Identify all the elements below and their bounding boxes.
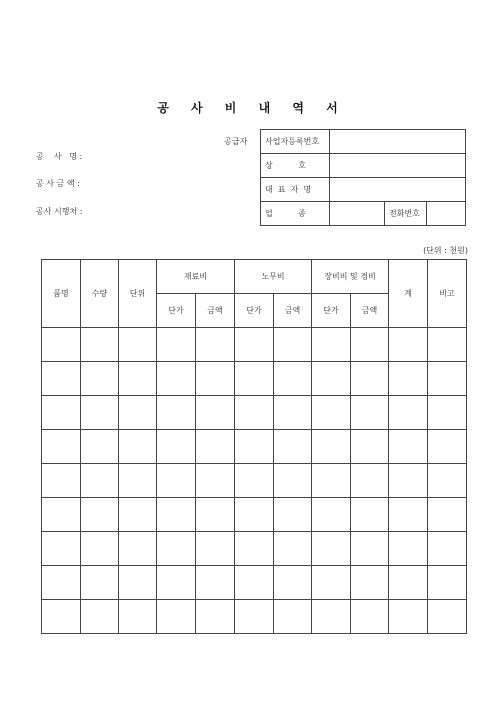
table-cell[interactable] [81,566,119,600]
table-cell[interactable] [196,498,235,532]
table-cell[interactable] [428,464,467,498]
table-cell[interactable] [42,600,81,634]
table-cell[interactable] [157,464,196,498]
material-amount-header: 금액 [196,294,235,328]
business-type-label: 업 종 [261,202,330,226]
table-cell[interactable] [119,498,157,532]
phone-value[interactable] [427,202,466,226]
supplier-row [261,154,466,178]
table-row [42,532,467,566]
table-cell[interactable] [351,362,389,396]
table-cell[interactable] [81,532,119,566]
representative-label: 대 표 자 명 [261,178,330,202]
table-cell[interactable] [42,464,81,498]
table-cell[interactable] [351,464,389,498]
project-client-field: 공사 시행처 : [36,207,83,216]
table-cell[interactable] [235,328,274,362]
remarks-header: 비고 [428,260,467,328]
table-row [42,566,467,600]
table-cell[interactable] [235,600,274,634]
table-cell[interactable] [312,566,351,600]
table-cell[interactable] [235,498,274,532]
table-cell[interactable] [389,396,428,430]
table-cell[interactable] [119,566,157,600]
table-cell[interactable] [274,362,312,396]
material-unit-price-header: 단가 [157,294,196,328]
table-cell[interactable] [428,328,467,362]
table-cell[interactable] [389,600,428,634]
table-cell[interactable] [196,328,235,362]
table-cell[interactable] [274,566,312,600]
table-cell[interactable] [235,396,274,430]
table-cell[interactable] [196,566,235,600]
table-cell[interactable] [312,430,351,464]
table-cell[interactable] [428,430,467,464]
table-cell[interactable] [196,430,235,464]
table-cell[interactable] [428,532,467,566]
total-header: 계 [389,260,428,328]
unit-header: 단위 [119,260,157,328]
table-cell[interactable] [42,328,81,362]
table-cell[interactable] [389,498,428,532]
table-cell[interactable] [235,464,274,498]
table-cell[interactable] [42,498,81,532]
table-cell[interactable] [389,566,428,600]
table-cell[interactable] [42,566,81,600]
representative-value[interactable] [330,178,466,202]
equipment-unit-price-header: 단가 [312,294,351,328]
table-cell[interactable] [42,532,81,566]
table-cell[interactable] [274,498,312,532]
item-header: 품명 [42,260,81,328]
table-cell[interactable] [235,430,274,464]
labor-unit-price-header: 단가 [235,294,274,328]
table-cell[interactable] [196,464,235,498]
document-title: 공 사 비 내 역 서 [157,101,347,115]
table-cell[interactable] [235,362,274,396]
table-row [42,498,467,532]
table-cell[interactable] [351,328,389,362]
table-cell[interactable] [196,396,235,430]
table-cell[interactable] [389,430,428,464]
table-row [42,328,467,362]
supplier-label: 공급자 [224,137,248,146]
table-cell[interactable] [428,498,467,532]
business-type-value[interactable] [330,202,385,226]
table-cell[interactable] [196,600,235,634]
header-row [42,260,467,294]
quantity-header: 수량 [81,260,119,328]
material-header: 재료비 [157,260,235,294]
table-cell[interactable] [119,396,157,430]
table-body [42,328,467,634]
table-cell[interactable] [312,464,351,498]
table-cell[interactable] [312,498,351,532]
table-row [42,600,467,634]
table-cell[interactable] [157,430,196,464]
cost-breakdown-table [41,259,467,634]
labor-amount-header: 금액 [274,294,312,328]
business-number-label: 사업자등록번호 [261,130,330,154]
table-cell[interactable] [235,566,274,600]
table-cell[interactable] [81,464,119,498]
equipment-header: 장비비 및 경비 [312,260,389,294]
table-cell[interactable] [274,464,312,498]
project-amount-field: 공 사 금 액 : [36,179,80,188]
table-cell[interactable] [351,532,389,566]
supplier-row [261,178,466,202]
table-cell[interactable] [428,566,467,600]
table-cell[interactable] [312,362,351,396]
table-cell[interactable] [81,498,119,532]
table-cell[interactable] [42,396,81,430]
unit-note: (단위 : 천원) [423,246,468,255]
table-cell[interactable] [81,396,119,430]
table-cell[interactable] [312,396,351,430]
table-cell[interactable] [119,600,157,634]
table-cell[interactable] [196,532,235,566]
table-cell[interactable] [428,362,467,396]
table-cell[interactable] [274,396,312,430]
table-cell[interactable] [81,430,119,464]
business-number-value[interactable] [330,130,466,154]
table-row [42,430,467,464]
table-cell[interactable] [119,532,157,566]
table-cell[interactable] [157,328,196,362]
table-row [42,464,467,498]
table-cell[interactable] [312,328,351,362]
supplier-info-table [260,129,466,226]
table-cell[interactable] [351,566,389,600]
table-cell[interactable] [119,464,157,498]
table-cell[interactable] [81,328,119,362]
table-cell[interactable] [274,328,312,362]
table-cell[interactable] [157,600,196,634]
table-cell[interactable] [274,430,312,464]
company-name-label: 상 호 [261,154,330,178]
table-cell[interactable] [119,328,157,362]
labor-header: 노무비 [235,260,312,294]
table-cell[interactable] [351,600,389,634]
table-cell[interactable] [119,362,157,396]
table-cell[interactable] [389,362,428,396]
table-cell[interactable] [196,362,235,396]
table-cell[interactable] [351,430,389,464]
table-cell[interactable] [389,532,428,566]
table-cell[interactable] [428,600,467,634]
table-cell[interactable] [428,396,467,430]
table-cell[interactable] [157,498,196,532]
table-cell[interactable] [42,430,81,464]
project-name-field: 공 사 명 : [36,152,83,161]
table-cell[interactable] [157,532,196,566]
table-cell[interactable] [351,396,389,430]
table-cell[interactable] [42,362,81,396]
table-cell[interactable] [235,532,274,566]
supplier-row [261,202,466,226]
phone-label: 전화번호 [385,202,427,226]
table-cell[interactable] [81,600,119,634]
table-row [42,362,467,396]
table-cell[interactable] [312,532,351,566]
table-cell[interactable] [312,600,351,634]
supplier-row [261,130,466,154]
table-cell[interactable] [81,362,119,396]
table-cell[interactable] [274,600,312,634]
table-cell[interactable] [274,532,312,566]
table-cell[interactable] [351,498,389,532]
table-cell[interactable] [119,430,157,464]
table-cell[interactable] [389,328,428,362]
equipment-amount-header: 금액 [351,294,389,328]
table-cell[interactable] [157,566,196,600]
table-cell[interactable] [157,396,196,430]
company-name-value[interactable] [330,154,466,178]
table-row [42,396,467,430]
table-cell[interactable] [157,362,196,396]
table-cell[interactable] [389,464,428,498]
